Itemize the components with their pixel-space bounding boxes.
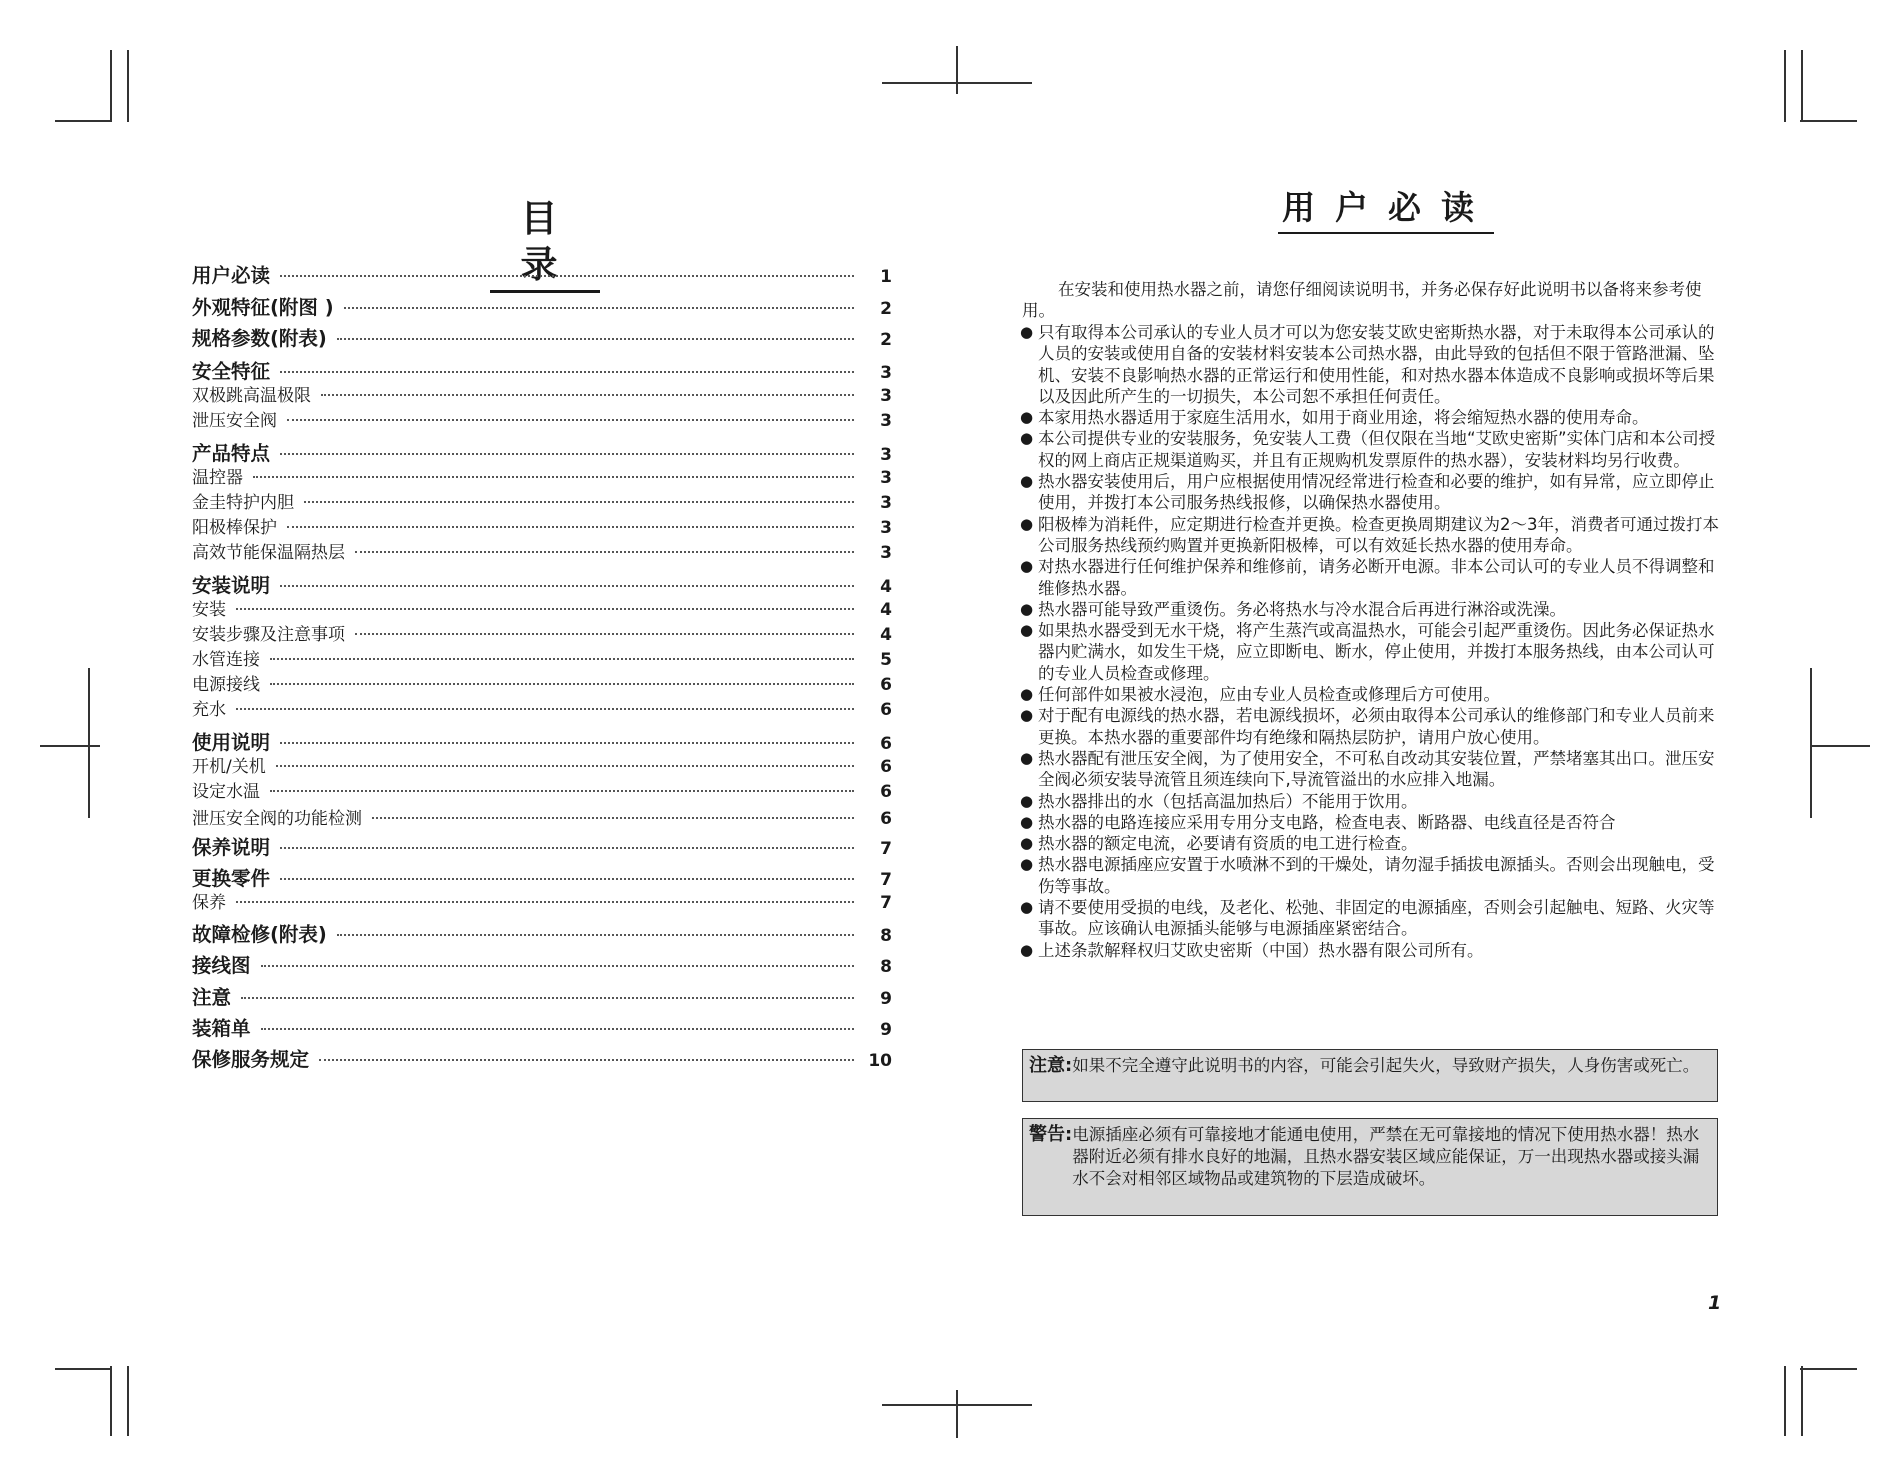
toc-entry-page: 8 — [880, 957, 892, 977]
toc-title: 目 录 — [490, 196, 600, 293]
toc-entry-label: 接线图 — [192, 954, 251, 977]
toc-leader-dots — [270, 657, 854, 660]
toc-entry-page: 7 — [880, 870, 892, 890]
toc-entry[interactable] — [192, 620, 892, 645]
toc-entry-page: 7 — [880, 893, 892, 913]
toc-entry-page: 5 — [880, 650, 892, 670]
toc-entry-label: 安装步骤及注意事项 — [192, 625, 345, 645]
safety-bullet-list — [1020, 322, 1720, 961]
toc-entry-label: 安装说明 — [192, 574, 271, 597]
toc-leader-dots — [337, 933, 854, 936]
safety-bullet: ● 热水器的额定电流，必要请有资质的电工进行检查。 — [1020, 833, 1720, 854]
toc-entry[interactable] — [192, 406, 892, 431]
toc-entry[interactable] — [192, 356, 892, 384]
must-read-title: 用户必读 — [1278, 186, 1494, 234]
warning-text: 电源插座必须有可靠接地才能通电使用，严禁在无可靠接地的情况下使用热水器！热水器附近必须有排水良好的地漏，且热水器安装区域应能保证，万一出现热水器或接头漏水不会对相邻区域物品或建筑物的下层造成破坏。 — [1072, 1125, 1700, 1188]
toc-entry[interactable] — [192, 570, 892, 598]
toc-leader-dots — [276, 764, 854, 767]
toc-entry-page: 6 — [880, 700, 892, 720]
safety-bullet: ● 对热水器进行任何维护保养和维修前，请务必断开电源。非本公司认可的专业人员不得调整和维修热水器。 — [1020, 556, 1720, 599]
toc-leader-dots — [287, 525, 854, 528]
safety-bullet: ● 本公司提供专业的安装服务，免安装人工费（但仅限在当地“艾欧史密斯”实体门店和本公司授权的网上商店正规渠道购买，并且有正规购机发票原件的热水器），安装材料均另行收费。 — [1020, 428, 1720, 471]
toc-entry[interactable] — [192, 1044, 892, 1072]
toc-entry-label: 使用说明 — [192, 731, 271, 754]
safety-bullet: ● 热水器配有泄压安全阀，为了使用安全，不可私自改动其安装位置，严禁堵塞其出口。泄压安全阀必须安装导流管且须连续向下,导流管溢出的水应排入地漏。 — [1020, 748, 1720, 791]
toc-leader-dots — [253, 475, 854, 478]
toc-entry[interactable] — [192, 260, 892, 288]
toc-leader-dots — [261, 964, 854, 967]
toc-entry-label: 开机/关机 — [192, 757, 266, 777]
toc-leader-dots — [355, 632, 854, 635]
toc-leader-dots — [280, 370, 854, 373]
warning-label: 警告: — [1029, 1124, 1073, 1145]
toc-entry[interactable] — [192, 323, 892, 351]
toc-entry-label: 泄压安全阀 — [192, 411, 277, 431]
toc-entry-page: 9 — [880, 989, 892, 1009]
toc-leader-dots — [321, 393, 854, 396]
toc-entry-page: 3 — [880, 468, 892, 488]
toc-entry[interactable] — [192, 645, 892, 670]
toc-entry-page: 8 — [880, 926, 892, 946]
toc-leader-dots — [236, 707, 854, 710]
toc-leader-dots — [280, 452, 854, 455]
toc-entry-label: 保养 — [192, 893, 226, 913]
toc-entry[interactable] — [192, 381, 892, 406]
toc-leader-dots — [344, 306, 854, 309]
toc-entry-page: 3 — [880, 445, 892, 465]
toc-entry-label: 温控器 — [192, 468, 243, 488]
toc-entry-page: 3 — [880, 518, 892, 538]
toc-entry-label: 双极跳高温极限 — [192, 386, 311, 406]
warning-box — [1022, 1118, 1718, 1216]
toc-entry-page: 7 — [880, 839, 892, 859]
safety-bullet: ● 阳极棒为消耗件，应定期进行检查并更换。检查更换周期建议为2～3年，消费者可通过拨打本公司服务热线预约购置并更换新阳极棒，可以有效延长热水器的使用寿命。 — [1020, 514, 1720, 557]
toc-leader-dots — [241, 996, 854, 999]
toc-entry-label: 充水 — [192, 700, 226, 720]
toc-entry[interactable] — [192, 595, 892, 620]
toc-leader-dots — [270, 789, 854, 792]
toc-entry[interactable] — [192, 777, 892, 802]
toc-entry-page: 6 — [880, 734, 892, 754]
toc-entry[interactable] — [192, 695, 892, 720]
toc-entry-label: 高效节能保温隔热层 — [192, 543, 345, 563]
toc-entry[interactable] — [192, 950, 892, 978]
toc-leader-dots — [319, 1058, 854, 1061]
safety-bullet: ● 热水器可能导致严重烫伤。务必将热水与冷水混合后再进行淋浴或洗澡。 — [1020, 599, 1720, 620]
safety-bullet: ● 热水器的电路连接应采用专用分支电路，检查电表、断路器、电线直径是否符合 — [1020, 812, 1720, 833]
toc-entry-label: 水管连接 — [192, 650, 260, 670]
toc-entry-label: 设定水温 — [192, 782, 260, 802]
toc-entry-label: 安全特征 — [192, 360, 271, 383]
toc-entry[interactable] — [192, 292, 892, 320]
toc-entry-label: 泄压安全阀的功能检测 — [192, 809, 362, 829]
toc-entry-page: 3 — [880, 411, 892, 431]
toc-entry[interactable] — [192, 488, 892, 513]
toc-leader-dots — [304, 500, 854, 503]
toc-entry-page: 1 — [880, 267, 892, 287]
toc-entry-page: 6 — [880, 757, 892, 777]
toc-entry[interactable] — [192, 513, 892, 538]
toc-entry-label: 用户必读 — [192, 264, 271, 287]
safety-bullet: ● 任何部件如果被水浸泡，应由专业人员检查或修理后方可使用。 — [1020, 684, 1720, 705]
toc-entry-label: 保修服务规定 — [192, 1048, 310, 1071]
toc-leader-dots — [280, 274, 854, 277]
toc-entry[interactable] — [192, 919, 892, 947]
toc-leader-dots — [287, 418, 854, 421]
notice-box — [1022, 1049, 1718, 1102]
toc-entry[interactable] — [192, 982, 892, 1010]
toc-leader-dots — [280, 584, 854, 587]
safety-bullet: ● 只有取得本公司承认的专业人员才可以为您安装艾欧史密斯热水器，对于未取得本公司承认的人员的安装或使用自备的安装材料安装本公司热水器，由此导致的包括但不限于管路泄漏、坠机、安装不良影响热水器的正常运行和使用性能，和对热水器本体造成不良影响或损坏等后果以及因此所产生的一切损失，本公司恕不承担任何责任。 — [1020, 322, 1720, 407]
toc-entry[interactable] — [192, 538, 892, 563]
toc-leader-dots — [280, 846, 854, 849]
intro-paragraph: 在安装和使用热水器之前，请您仔细阅读说明书，并务必保存好此说明书以备将来参考使用。 — [1022, 280, 1702, 320]
page-number: 1 — [1708, 1292, 1722, 1314]
safety-bullet: ● 请不要使用受损的电线，及老化、松弛、非固定的电源插座，否则会引起触电、短路、火灾等事故。应该确认电源插头能够与电源插座紧密结合。 — [1020, 897, 1720, 940]
toc-leader-dots — [372, 816, 854, 819]
toc-entry[interactable] — [192, 727, 892, 755]
toc-entry-page: 3 — [880, 386, 892, 406]
toc-leader-dots — [236, 607, 854, 610]
toc-leader-dots — [270, 682, 854, 685]
toc-entry-page: 6 — [880, 675, 892, 695]
safety-bullet: ● 上述条款解释权归艾欧史密斯（中国）热水器有限公司所有。 — [1020, 940, 1720, 961]
safety-bullet: ● 对于配有电源线的热水器，若电源线损坏，必须由取得本公司承认的维修部门和专业人员前来更换。本热水器的重要部件均有绝缘和隔热层防护，请用户放心使用。 — [1020, 705, 1720, 748]
notice-label: 注意: — [1029, 1055, 1073, 1076]
toc-entry-label: 金圭特护内胆 — [192, 493, 294, 513]
toc-entry-label: 注意 — [192, 986, 232, 1009]
toc-entry-label: 装箱单 — [192, 1017, 251, 1040]
toc-leader-dots — [280, 741, 854, 744]
toc-entry[interactable] — [192, 832, 892, 860]
safety-bullet: ● 如果热水器受到无水干烧，将产生蒸汽或高温热水，可能会引起严重烫伤。因此务必保证热水器内贮满水，如发生干烧，应立即断电、断水，停止使用，并拨打本服务热线，由本公司认可的专业人员检查或修理。 — [1020, 620, 1720, 684]
toc-entry-label: 保养说明 — [192, 836, 271, 859]
toc-entry-label: 安装 — [192, 600, 226, 620]
toc-entry-page: 9 — [880, 1020, 892, 1040]
toc-entry-page: 6 — [880, 782, 892, 802]
toc-entry-page: 4 — [880, 625, 892, 645]
toc-entry-page: 3 — [880, 493, 892, 513]
toc-entry-page: 2 — [880, 299, 892, 319]
toc-entry-page: 4 — [880, 600, 892, 620]
toc-entry-label: 故障检修(附表) — [192, 923, 327, 946]
toc-entry-page: 4 — [880, 577, 892, 597]
toc-entry[interactable] — [192, 463, 892, 488]
toc-leader-dots — [280, 877, 854, 880]
toc-entry[interactable] — [192, 863, 892, 891]
toc-entry-label: 阳极棒保护 — [192, 518, 277, 538]
toc-entry-label: 规格参数(附表) — [192, 327, 327, 350]
toc-entry-page: 3 — [880, 363, 892, 383]
safety-bullet: ● 热水器排出的水（包括高温加热后）不能用于饮用。 — [1020, 791, 1720, 812]
toc-entry[interactable] — [192, 670, 892, 695]
toc-entry-page: 6 — [880, 809, 892, 829]
toc-entry-page: 2 — [880, 330, 892, 350]
toc-entry-label: 更换零件 — [192, 867, 271, 890]
toc-entry[interactable] — [192, 752, 892, 777]
safety-bullet: ● 热水器电源插座应安置于水喷淋不到的干燥处，请勿湿手插拔电源插头。否则会出现触电，受伤等事故。 — [1020, 854, 1720, 897]
safety-bullet: ● 本家用热水器适用于家庭生活用水，如用于商业用途，将会缩短热水器的使用寿命。 — [1020, 407, 1720, 428]
toc-entry[interactable] — [192, 888, 892, 913]
notice-text: 如果不完全遵守此说明书的内容，可能会引起失火，导致财产损失，人身伤害或死亡。 — [1072, 1056, 1700, 1075]
toc-leader-dots — [355, 550, 854, 553]
toc-leader-dots — [337, 337, 854, 340]
toc-entry[interactable] — [192, 438, 892, 466]
safety-bullet: ● 热水器安装使用后，用户应根据使用情况经常进行检查和必要的维护，如有异常，应立即停止使用，并拨打本公司服务热线报修，以确保热水器使用。 — [1020, 471, 1720, 514]
toc-entry-label: 电源接线 — [192, 675, 260, 695]
toc-entry[interactable] — [192, 804, 892, 829]
toc-entry-label: 外观特征(附图 ) — [192, 296, 334, 319]
toc-leader-dots — [261, 1027, 854, 1030]
toc-entry-label: 产品特点 — [192, 442, 271, 465]
toc-leader-dots — [236, 900, 854, 903]
toc-entry-page: 10 — [868, 1051, 892, 1071]
toc-entry-page: 3 — [880, 543, 892, 563]
toc-entry[interactable] — [192, 1013, 892, 1041]
